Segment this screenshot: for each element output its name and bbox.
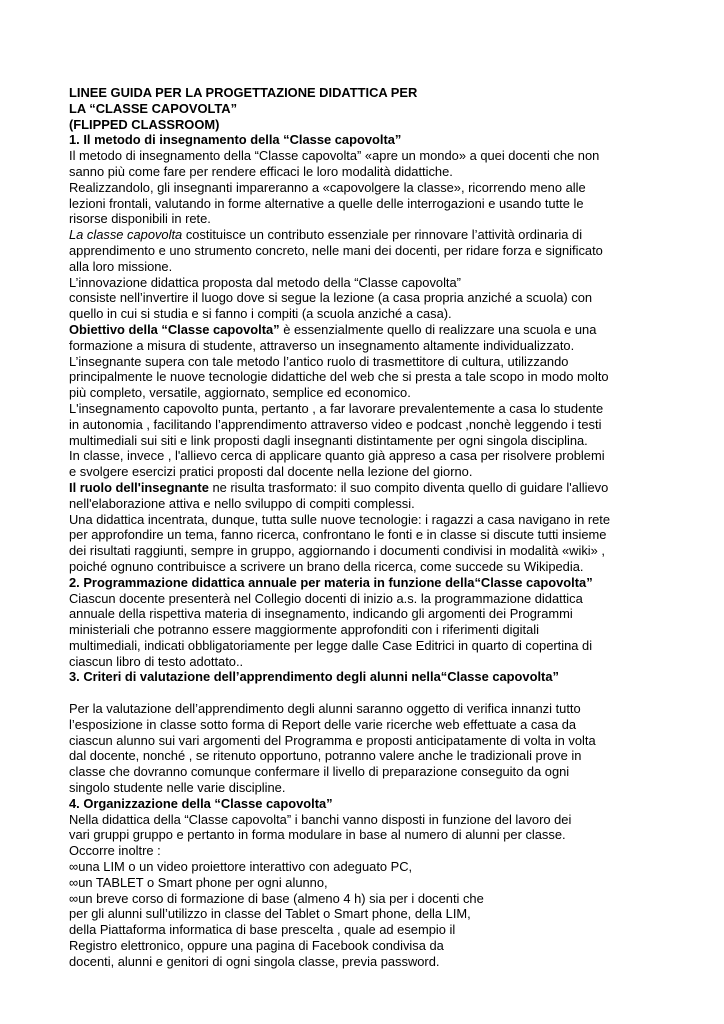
paragraph-line: consiste nell’invertire il luogo dove si segue la lezione (a casa propria anziché a scuola) con — [69, 290, 593, 306]
paragraph-line: apprendimento e uno strumento concreto, nelle mani dei docenti, per ridare forza e significato — [69, 242, 603, 258]
paragraph-line: Nella didattica della “Classe capovolta” i banchi vanno disposti in funzione del lavoro dei — [69, 811, 572, 827]
paragraph-line: multimediali sui siti e link proposti dagli insegnanti distintamente per ogni singola disciplina. — [69, 432, 588, 448]
bullet-item — [69, 891, 709, 907]
bold-term: Obiettivo della “Classe capovolta” — [69, 321, 280, 337]
paragraph-line: e svolgere esercizi pratici proposti dal docente nella lezione del giorno. — [69, 464, 473, 480]
paragraph-line: quello in cui si studia e si fanno i compiti (a scuola anziché a casa). — [69, 306, 452, 322]
paragraph-line: Una didattica incentrata, dunque, tutta sulle nuove tecnologie: i ragazzi a casa navigano in rete — [69, 511, 611, 527]
paragraph-line: docenti, alunni e genitori di ogni singola classe, previa password. — [69, 953, 440, 969]
paragraph-line: della Piattaforma informatica di base prescelta , quale ad esempio il — [69, 922, 456, 938]
paragraph-line: L’innovazione didattica proposta dal metodo della “Classe capovolta” — [69, 274, 461, 290]
paragraph-line: ciascun libro di testo adottato.. — [69, 653, 244, 669]
bullet-item — [69, 875, 709, 891]
bold-term: Il ruolo dell'insegnante — [69, 479, 209, 495]
paragraph-line: l’esposizione in classe sotto forma di Report delle varie ricerche web effettuate a casa da — [69, 716, 577, 732]
infinity-bullet-icon: ∞ — [69, 890, 79, 906]
paragraph-line: principalmente le nuove tecnologie didattiche del web che si presta a tale scopo in modo molto — [69, 369, 609, 385]
bullet-text: un breve corso di formazione di base (almeno 4 h) sia per i docenti che — [78, 890, 484, 906]
paragraph-line: Occorre inoltre : — [69, 843, 161, 859]
paragraph-line: Realizzandolo, gli insegnanti impareranno a «capovolgere la classe», ricorrendo meno alle — [69, 179, 586, 195]
paragraph-line: alla loro missione. — [69, 258, 173, 274]
bullet-text: una LIM o un video proiettore interattivo con adeguato PC, — [78, 859, 413, 875]
italic-term: La classe capovolta — [69, 227, 183, 243]
paragraph-line — [69, 227, 709, 243]
paragraph-line — [69, 480, 709, 496]
paragraph-line: più completo, versatile, aggiornato, semplice ed economico. — [69, 385, 411, 401]
paragraph-line: dal docente, nonché , se ritenuto opportuno, potranno valere anche le tradizionali prove in — [69, 748, 582, 764]
paragraph-line: classe che dovranno comunque confermare il livello di preparazione conseguito da ogni — [69, 764, 570, 780]
paragraph-line: singolo studente nelle varie discipline. — [69, 780, 286, 796]
bullet-item — [69, 859, 709, 875]
paragraph-text: costituisce un contributo essenziale per rinnovare l’attività ordinaria di — [182, 227, 583, 243]
section-1-heading: 1. Il metodo di insegnamento della “Classe capovolta” — [69, 132, 402, 148]
paragraph-line: Per la valutazione dell’apprendimento degli alunni saranno oggetto di verifica innanzi tutto — [69, 701, 581, 717]
infinity-bullet-icon: ∞ — [69, 859, 79, 875]
paragraph-line: multimediali, indicati obbligatoriamente per legge dalle Case Editrici in quarto di copertina di — [69, 637, 593, 653]
paragraph-line: per gli alunni sull’utilizzo in classe del Tablet o Smart phone, della LIM, — [69, 906, 471, 922]
document-title-line: LA “CLASSE CAPOVOLTA” — [69, 100, 238, 116]
document-title-line: LINEE GUIDA PER LA PROGETTAZIONE DIDATTICA PER — [69, 85, 418, 100]
document-body — [69, 85, 709, 970]
paragraph-line: ciascun alunno sui vari argomenti del Programma e proposti anticipatamente di volta in volta — [69, 732, 596, 748]
infinity-bullet-icon: ∞ — [69, 874, 79, 890]
paragraph-line: poiché ognuno contribuisce a scrivere un brano della ricerca, come succede su Wikipedia. — [69, 558, 584, 574]
paragraph-line: annuale della rispettiva materia di insegnamento, indicando gli argomenti dei Programmi — [69, 606, 573, 622]
document-title-line: (FLIPPED CLASSROOM) — [69, 116, 220, 132]
paragraph-line: Ciascun docente presenterà nel Collegio docenti di inizio a.s. la programmazione didattica — [69, 590, 583, 606]
paragraph-line: L’insegnante supera con tale metodo l’antico ruolo di trasmettitore di cultura, utilizzando — [69, 353, 569, 369]
paragraph-line: ministeriali che potranno essere maggiormente approfonditi con i riferimenti digitali — [69, 622, 540, 638]
paragraph-line: sanno più come fare per rendere efficaci le loro modalità didattiche. — [69, 163, 453, 179]
paragraph-line: vari gruppi gruppo e pertanto in forma modulare in base al numero di alunni per classe. — [69, 827, 566, 843]
paragraph-line: per approfondire un tema, fanno ricerca, confrontano le fonti e in classe si discute tutti insieme — [69, 527, 607, 543]
section-4-heading: 4. Organizzazione della “Classe capovolta” — [69, 795, 333, 811]
paragraph-text: ne risulta trasformato: il suo compito diventa quello di guidare l'allievo — [208, 479, 609, 495]
paragraph-line: formazione a misura di studente, attraverso un insegnamento altamente individualizzato. — [69, 337, 575, 353]
bullet-text: un TABLET o Smart phone per ogni alunno, — [78, 874, 328, 890]
paragraph-line — [69, 322, 709, 338]
paragraph-line: L'insegnamento capovolto punta, pertanto , a far lavorare prevalentemente a casa lo studente — [69, 400, 604, 416]
paragraph-line: Il metodo di insegnamento della “Classe capovolta” «apre un mondo» a quei docenti che non — [69, 148, 600, 164]
section-2-heading: 2. Programmazione didattica annuale per materia in funzione della“Classe capovolta” — [69, 574, 593, 590]
section-3-heading: 3. Criteri di valutazione dell’apprendimento degli alunni nella“Classe capovolta” — [69, 669, 559, 685]
paragraph-text: è essenzialmente quello di realizzare una scuola e una — [279, 321, 597, 337]
paragraph-line: in autonomia , facilitando l’apprendimento attraverso video e podcast ,nonchè leggendo i testi — [69, 416, 602, 432]
paragraph-line: In classe, invece , l'allievo cerca di applicare quanto già appreso a casa per risolvere problemi — [69, 448, 605, 464]
paragraph-line: lezioni frontali, valutando in forme alternative a quelle delle interrogazioni e usando tutte le — [69, 195, 584, 211]
paragraph-line: dei risultati raggiunti, sempre in gruppo, aggiornando i documenti condivisi in modalità «wiki» , — [69, 543, 605, 559]
paragraph-line: nell'elaborazione attiva e nello sviluppo di compiti complessi. — [69, 495, 415, 511]
paragraph-line: Registro elettronico, oppure una pagina di Facebook condivisa da — [69, 938, 444, 954]
blank-line — [69, 685, 709, 701]
paragraph-line: risorse disponibili in rete. — [69, 211, 211, 227]
